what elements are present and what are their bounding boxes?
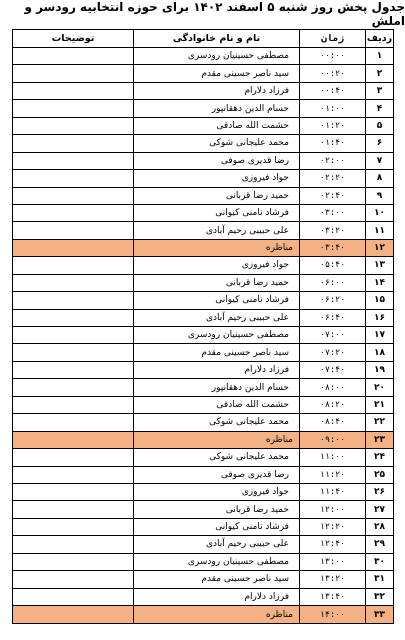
notes-cell — [13, 519, 133, 535]
notes-cell — [13, 83, 133, 99]
name-cell: فرزاد دلارام — [133, 362, 299, 378]
table-row-debate — [13, 606, 393, 623]
notes-cell — [13, 554, 133, 570]
name-cell: مصطفی حسینیان رودسری — [133, 48, 299, 64]
notes-cell — [13, 240, 133, 256]
name-cell: فرزاد دلارام — [133, 83, 299, 99]
row-number-cell: ۱۳ — [365, 257, 393, 273]
time-cell: ۰۷:۰۰ — [299, 327, 365, 343]
header-row-number: ردیف — [365, 30, 393, 47]
row-number-cell: ۱ — [365, 48, 393, 64]
table-row — [13, 65, 393, 82]
table-row — [13, 379, 393, 396]
time-cell: ۱۱:۰۰ — [299, 449, 365, 465]
name-cell: حشمت الله صادقی — [133, 118, 299, 134]
notes-cell — [13, 188, 133, 204]
name-cell: رضا قدیری صوفی — [133, 153, 299, 169]
row-number-cell: ۱۰ — [365, 205, 393, 221]
time-cell: ۰۰:۰۰ — [299, 48, 365, 64]
table-row — [13, 571, 393, 588]
row-number-cell: ۲۴ — [365, 449, 393, 465]
notes-cell — [13, 606, 133, 623]
name-cell: جواد فیروزی — [133, 170, 299, 186]
time-cell: ۰۶:۲۰ — [299, 292, 365, 308]
table-row — [13, 467, 393, 484]
row-number-cell: ۲ — [365, 65, 393, 81]
table-row — [13, 257, 393, 274]
table-row — [13, 554, 393, 571]
time-cell: ۰۱:۴۰ — [299, 135, 365, 151]
name-cell: علی حبیبی رحیم آبادی — [133, 310, 299, 326]
row-number-cell: ۲۱ — [365, 397, 393, 413]
time-cell: ۰۳:۴۰ — [299, 240, 365, 256]
notes-cell — [13, 100, 133, 116]
table-row — [13, 100, 393, 117]
time-cell: ۰۸:۲۰ — [299, 397, 365, 413]
row-number-cell: ۷ — [365, 153, 393, 169]
time-cell: ۰۷:۴۰ — [299, 362, 365, 378]
notes-cell — [13, 449, 133, 465]
row-number-cell: ۱۹ — [365, 362, 393, 378]
notes-cell — [13, 484, 133, 500]
time-cell: ۰۸:۴۰ — [299, 414, 365, 430]
notes-cell — [13, 170, 133, 186]
notes-cell — [13, 65, 133, 81]
table-row — [13, 275, 393, 292]
name-cell: سید ناصر حسینی مقدم — [133, 571, 299, 587]
name-cell: فرشاد تامنی کیوانی — [133, 519, 299, 535]
time-cell: ۱۳:۴۰ — [299, 589, 365, 605]
table-row — [13, 222, 393, 239]
time-cell: ۱۳:۲۰ — [299, 571, 365, 587]
row-number-cell: ۴ — [365, 100, 393, 116]
time-cell: ۰۱:۰۰ — [299, 100, 365, 116]
notes-cell — [13, 501, 133, 517]
table-row — [13, 118, 393, 135]
row-number-cell: ۱۷ — [365, 327, 393, 343]
table-row — [13, 519, 393, 536]
row-number-cell: ۸ — [365, 170, 393, 186]
row-number-cell: ۱۱ — [365, 222, 393, 238]
table-row — [13, 397, 393, 414]
time-cell: ۱۲:۴۰ — [299, 536, 365, 552]
time-cell: ۰۰:۲۰ — [299, 65, 365, 81]
notes-cell — [13, 257, 133, 273]
notes-cell — [13, 589, 133, 605]
row-number-cell: ۵ — [365, 118, 393, 134]
name-cell: علی حبیبی رحیم آبادی — [133, 222, 299, 238]
name-cell: حمید رضا قربانی — [133, 188, 299, 204]
notes-cell — [13, 135, 133, 151]
name-cell: مناظره — [133, 432, 299, 448]
notes-cell — [13, 432, 133, 448]
table-row — [13, 589, 393, 606]
name-cell: مصطفی حسینیان رودسری — [133, 327, 299, 343]
notes-cell — [13, 571, 133, 587]
name-cell: حسام الدین دهقانپور — [133, 100, 299, 116]
time-cell: ۱۲:۲۰ — [299, 519, 365, 535]
notes-cell — [13, 48, 133, 64]
name-cell: جواد فیروزی — [133, 257, 299, 273]
notes-cell — [13, 344, 133, 360]
row-number-cell: ۹ — [365, 188, 393, 204]
row-number-cell: ۲۷ — [365, 501, 393, 517]
notes-cell — [13, 379, 133, 395]
name-cell: محمد علیجانی شوکی — [133, 135, 299, 151]
table-row — [13, 536, 393, 553]
name-cell: مناظره — [133, 240, 299, 256]
table-row — [13, 344, 393, 361]
table-row — [13, 310, 393, 327]
row-number-cell: ۲۵ — [365, 467, 393, 483]
notes-cell — [13, 222, 133, 238]
header-notes: توضیحات — [51, 33, 95, 44]
table-row — [13, 414, 393, 431]
notes-cell — [13, 118, 133, 134]
table-row — [13, 362, 393, 379]
time-cell: ۰۶:۰۰ — [299, 275, 365, 291]
notes-cell — [13, 292, 133, 308]
schedule-table — [12, 29, 394, 624]
name-cell: محمد علیجانی شوکی — [133, 449, 299, 465]
time-cell: ۰۱:۲۰ — [299, 118, 365, 134]
row-number-cell: ۲۲ — [365, 414, 393, 430]
table-row-debate — [13, 240, 393, 257]
table-row-debate — [13, 432, 393, 449]
row-number-cell: ۳۲ — [365, 589, 393, 605]
row-number-cell: ۶ — [365, 135, 393, 151]
time-cell: ۰۳:۲۰ — [299, 222, 365, 238]
table-row — [13, 205, 393, 222]
table-row — [13, 153, 393, 170]
notes-cell — [13, 275, 133, 291]
row-number-cell: ۲۹ — [365, 536, 393, 552]
notes-cell — [13, 327, 133, 343]
name-cell: سید ناصر حسینی مقدم — [133, 65, 299, 81]
name-cell: فرزاد دلارام — [133, 589, 299, 605]
time-cell: ۰۳:۰۰ — [299, 205, 365, 221]
page-title: جدول پخش روز شنبه ۵ اسفند ۱۴۰۲ برای حوزه انتخابیه رودسر و املش — [24, 0, 405, 28]
name-cell: علی حبیبی رحیم آبادی — [133, 536, 299, 552]
time-cell: ۰۷:۲۰ — [299, 344, 365, 360]
time-cell: ۰۶:۴۰ — [299, 310, 365, 326]
table-row — [13, 135, 393, 152]
table-row — [13, 449, 393, 466]
name-cell: حسام الدین دهقانپور — [133, 379, 299, 395]
table-row — [13, 292, 393, 309]
table-row — [13, 484, 393, 501]
notes-cell — [13, 414, 133, 430]
row-number-cell: ۲۳ — [365, 432, 393, 448]
table-row — [13, 327, 393, 344]
row-number-cell: ۳۳ — [365, 606, 393, 623]
time-cell: ۱۲:۰۰ — [299, 501, 365, 517]
name-cell: مصطفی حسینیان رودسری — [133, 554, 299, 570]
row-number-cell: ۲۶ — [365, 484, 393, 500]
notes-cell — [13, 205, 133, 221]
time-cell: ۰۹:۰۰ — [299, 432, 365, 448]
row-number-cell: ۳۱ — [365, 571, 393, 587]
table-row — [13, 48, 393, 65]
notes-cell — [13, 362, 133, 378]
table-header-row — [13, 30, 393, 48]
header-full-name: نام و نام خانوادگی — [133, 30, 299, 47]
name-cell: سید ناصر حسینی مقدم — [133, 344, 299, 360]
row-number-cell: ۱۴ — [365, 275, 393, 291]
table-row — [13, 501, 393, 518]
row-number-cell: ۳۰ — [365, 554, 393, 570]
row-number-cell: ۲۰ — [365, 379, 393, 395]
row-number-cell: ۱۸ — [365, 344, 393, 360]
name-cell: فرشاد تامنی کیوانی — [133, 292, 299, 308]
row-number-cell: ۱۶ — [365, 310, 393, 326]
name-cell: فرشاد تامنی کیوانی — [133, 205, 299, 221]
time-cell: ۱۱:۲۰ — [299, 467, 365, 483]
time-cell: ۱۴:۰۰ — [299, 606, 365, 623]
name-cell: رضا قدیری صوفی — [133, 467, 299, 483]
time-cell: ۰۸:۰۰ — [299, 379, 365, 395]
table-row — [13, 83, 393, 100]
time-cell: ۱۳:۰۰ — [299, 554, 365, 570]
notes-cell — [13, 397, 133, 413]
row-number-cell: ۱۲ — [365, 240, 393, 256]
time-cell: ۱۱:۴۰ — [299, 484, 365, 500]
table-row — [13, 170, 393, 187]
name-cell: حشمت الله صادقی — [133, 397, 299, 413]
table-row — [13, 188, 393, 205]
notes-cell — [13, 153, 133, 169]
name-cell: محمد علیجانی شوکی — [133, 414, 299, 430]
name-cell: حمید رضا قربانی — [133, 275, 299, 291]
time-cell: ۰۲:۲۰ — [299, 170, 365, 186]
time-cell: ۰۵:۴۰ — [299, 257, 365, 273]
row-number-cell: ۱۵ — [365, 292, 393, 308]
row-number-cell: ۳ — [365, 83, 393, 99]
notes-cell — [13, 536, 133, 552]
time-cell: ۰۰:۴۰ — [299, 83, 365, 99]
header-time: زمان — [299, 30, 365, 47]
name-cell: حمید رضا قربانی — [133, 501, 299, 517]
notes-cell — [13, 467, 133, 483]
row-number-cell: ۲۸ — [365, 519, 393, 535]
name-cell: مناظره — [133, 606, 299, 623]
name-cell: جواد فیروزی — [133, 484, 299, 500]
notes-cell — [13, 310, 133, 326]
time-cell: ۰۲:۰۰ — [299, 153, 365, 169]
time-cell: ۰۲:۴۰ — [299, 188, 365, 204]
